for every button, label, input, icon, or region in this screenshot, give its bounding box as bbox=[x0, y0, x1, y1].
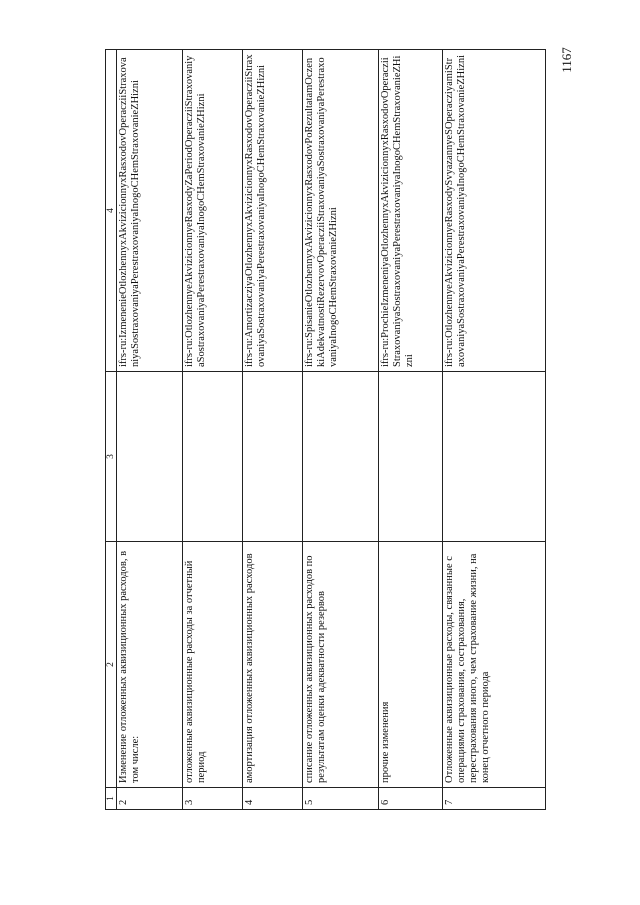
rotated-page-content bbox=[105, 50, 545, 810]
page-number: 1167 bbox=[559, 47, 574, 73]
row-taxonomy-code: ifrs-ru:OtlozhennyeAkvizicionnyeRasxodySvyazannyeSOperacziyamiStraxovaniyaSostraxovaniyaPerestraxovaniyaInogoCHemStraxovanieZHizni bbox=[443, 50, 546, 372]
row-taxonomy-code: ifrs-ru:SpisanieOtlozhennyxAkvizicionnyxRasxodovPoRezultatamOczenkiAdekvatnostiRezervovOperacziiStraxovaniyaSostraxovaniyaPerestraxovaniyaInogoCHemStraxovanieZHizni bbox=[303, 50, 379, 372]
header-col-2: 2 bbox=[106, 542, 117, 788]
table-row bbox=[303, 50, 379, 810]
header-col-4: 4 bbox=[106, 50, 117, 372]
table-row bbox=[183, 50, 243, 810]
table-row bbox=[379, 50, 443, 810]
row-number: 4 bbox=[243, 788, 303, 810]
row-taxonomy-code: ifrs-ru:OtlozhennyeAkvizicionnyeRasxodyZaPeriodOperacziiStraxovaniyaSostraxovaniyaPerestraxovaniyaInogoCHemStraxovanieZHizni bbox=[183, 50, 243, 372]
row-taxonomy-code: ifrs-ru:IzmenenieOtlozhennyxAkvizicionnyxRasxodovOperacziiStraxovaniyaSostraxovaniyaPerestraxovaniyaInogoCHemStraxovanieZHizni bbox=[117, 50, 183, 372]
row-label: амортизация отложенных аквизиционных расходов bbox=[243, 542, 303, 788]
table-row bbox=[443, 50, 546, 810]
row-label: списание отложенных аквизиционных расходов по результатам оценки адекватности резервов bbox=[303, 542, 379, 788]
row-label: прочие изменения bbox=[379, 542, 443, 788]
table-row bbox=[243, 50, 303, 810]
row-col3 bbox=[117, 372, 183, 542]
row-number: 5 bbox=[303, 788, 379, 810]
row-col3 bbox=[183, 372, 243, 542]
row-col3 bbox=[303, 372, 379, 542]
row-col3 bbox=[379, 372, 443, 542]
row-taxonomy-code: ifrs-ru:ProchieIzmeneniyaOtlozhennyxAkvizicionnyxRasxodovOperacziiStraxovaniyaSostraxovaniyaPerestraxovaniyaInogoCHemStraxovanieZHizni bbox=[379, 50, 443, 372]
row-label: отложенные аквизиционные расходы за отчетный период bbox=[183, 542, 243, 788]
header-col-1: 1 bbox=[106, 788, 117, 810]
row-number: 3 bbox=[183, 788, 243, 810]
xbrl-mapping-table bbox=[105, 49, 546, 810]
header-col-3: 3 bbox=[106, 372, 117, 542]
row-col3 bbox=[243, 372, 303, 542]
row-label: Изменение отложенных аквизиционных расходов, в том числе: bbox=[117, 542, 183, 788]
table-row bbox=[117, 50, 183, 810]
row-label: Отложенные аквизиционные расходы, связанные с операциями страхования, сострахования, перестрахования иного, чем страхование жизни, на конец отчетного периода bbox=[443, 542, 546, 788]
row-col3 bbox=[443, 372, 546, 542]
row-number: 7 bbox=[443, 788, 546, 810]
row-taxonomy-code: ifrs-ru:AmortizacziyaOtlozhennyxAkvizicionnyxRasxodovOperacziiStraxovaniyaSostraxovaniyaPerestraxovaniyaInogoCHemStraxovanieZHizni bbox=[243, 50, 303, 372]
row-number: 2 bbox=[117, 788, 183, 810]
table-header-row bbox=[106, 50, 117, 810]
row-number: 6 bbox=[379, 788, 443, 810]
